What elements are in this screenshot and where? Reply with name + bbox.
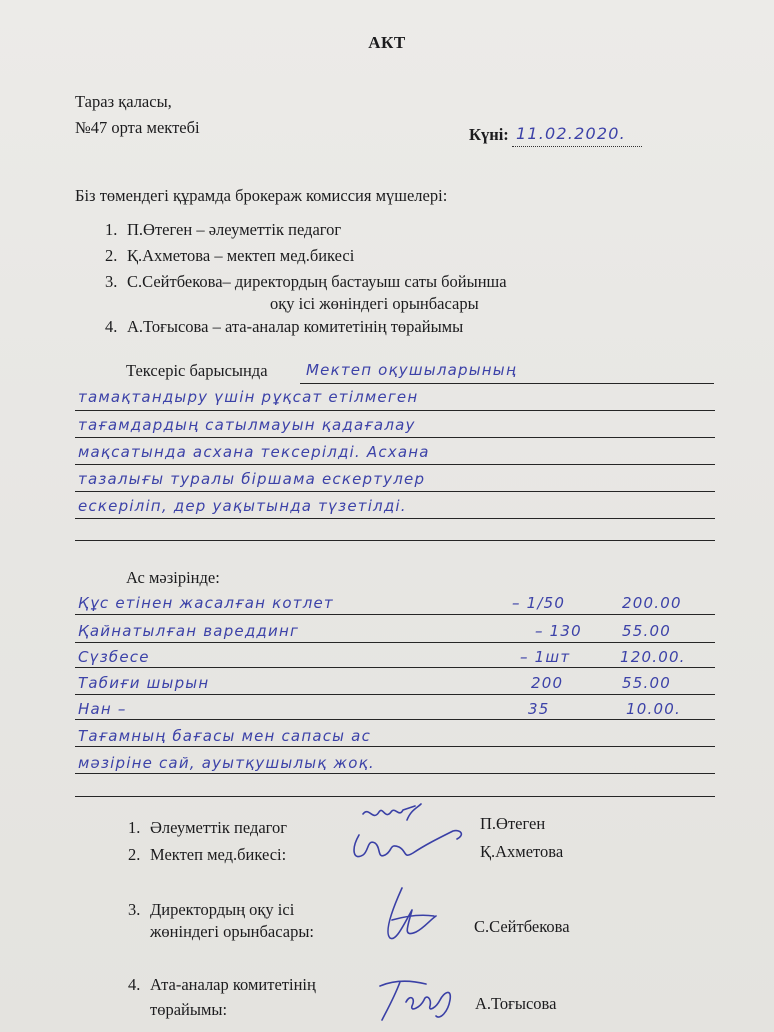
rule-line — [75, 694, 715, 695]
menu-item-4-name: Табиғи шырын — [78, 674, 210, 692]
inspection-line-2: тамақтандыру үшін рұқсат етілмеген — [78, 388, 419, 406]
signature-2 — [345, 825, 475, 870]
date-underline — [512, 146, 642, 147]
rule-line — [75, 437, 715, 438]
conclusion-line-2: мәзіріне сай, ауытқушылық жоқ. — [78, 754, 375, 772]
sign-name-3: С.Сейтбекова — [474, 917, 570, 936]
inspection-label: Тексеріс барысында — [126, 361, 268, 380]
rule-line — [75, 614, 715, 615]
intro-text: Біз төмендегі құрамда брокераж комиссия мүшелері: — [75, 186, 448, 205]
menu-item-3-name: Сүзбесе — [78, 648, 150, 666]
rule-line — [75, 719, 715, 720]
rule-line — [75, 540, 715, 541]
rule-line — [75, 667, 715, 668]
member-3-continuation: оқу ісі жөніндегі орынбасары — [270, 294, 479, 313]
menu-item-1-portion: – 1/50 — [512, 594, 566, 612]
inspection-line-6: ескеріліп, дер уақытында түзетілді. — [78, 497, 407, 515]
member-1: 1. П.Өтеген – әлеуметтік педагог — [105, 220, 342, 239]
menu-item-5-name: Нан – — [78, 700, 127, 718]
sign-role-1: 1. Әлеуметтік педагог — [128, 818, 288, 837]
menu-label: Ас мәзірінде: — [126, 568, 220, 587]
menu-item-2-name: Қайнатылған вареддинг — [78, 622, 300, 640]
sign-role-3: 3. Директордың оқу ісі — [128, 900, 295, 919]
signature-3 — [372, 880, 452, 950]
sign-role-3-line-2: жөніндегі орынбасары: — [150, 922, 314, 941]
school-line: №47 орта мектебі — [75, 118, 200, 137]
date-value: 11.02.2020. — [516, 124, 626, 143]
member-3: 3. С.Сейтбекова– директордың бастауыш саты бойынша — [105, 272, 507, 291]
member-4: 4. А.Тоғысова – ата-аналар комитетінің төрайымы — [105, 317, 464, 336]
menu-item-1-price: 200.00 — [622, 594, 682, 612]
menu-item-1-name: Құс етінен жасалған котлет — [78, 594, 334, 612]
sign-role-4: 4. Ата-аналар комитетінің — [128, 975, 316, 994]
inspection-line-5: тазалығы туралы біршама ескертулер — [78, 470, 426, 488]
inspection-line-3: тағамдардың сатылмауын қадағалау — [78, 416, 416, 434]
menu-item-5-price: 10.00. — [626, 700, 681, 718]
inspection-line-4: мақсатында асхана тексерілді. Асхана — [78, 443, 430, 461]
menu-item-2-portion: – 130 — [535, 622, 582, 640]
sign-name-4: А.Тоғысова — [475, 994, 557, 1013]
sign-name-1: П.Өтеген — [480, 814, 546, 833]
sign-role-2: 2. Мектеп мед.бикесі: — [128, 845, 287, 864]
member-2: 2. Қ.Ахметова – мектеп мед.бикесі — [105, 246, 355, 265]
rule-line — [75, 464, 715, 465]
rule-line — [75, 518, 715, 519]
rule-line — [75, 746, 715, 747]
menu-item-5-portion: 35 — [528, 700, 550, 718]
rule-line — [75, 642, 715, 643]
menu-item-4-price: 55.00 — [622, 674, 671, 692]
conclusion-line-1: Тағамның бағасы мен сапасы ас — [78, 727, 372, 745]
inspection-line-1: Мектеп оқушыларының — [306, 361, 517, 379]
rule-line — [75, 410, 715, 411]
signature-4 — [370, 972, 470, 1027]
menu-item-3-price: 120.00. — [620, 648, 686, 666]
city-line: Тараз қаласы, — [75, 92, 172, 111]
rule-line — [300, 383, 714, 384]
rule-line — [75, 796, 715, 797]
date-label: Күні: — [469, 125, 509, 144]
rule-line — [75, 773, 715, 774]
menu-item-2-price: 55.00 — [622, 622, 671, 640]
sign-name-2: Қ.Ахметова — [480, 842, 564, 861]
rule-line — [75, 491, 715, 492]
sign-role-4-line-2: төрайымы: — [150, 1000, 228, 1019]
menu-item-4-portion: 200 — [531, 674, 564, 692]
menu-item-3-portion: – 1шт — [520, 648, 571, 666]
document-title: АКТ — [368, 33, 406, 52]
